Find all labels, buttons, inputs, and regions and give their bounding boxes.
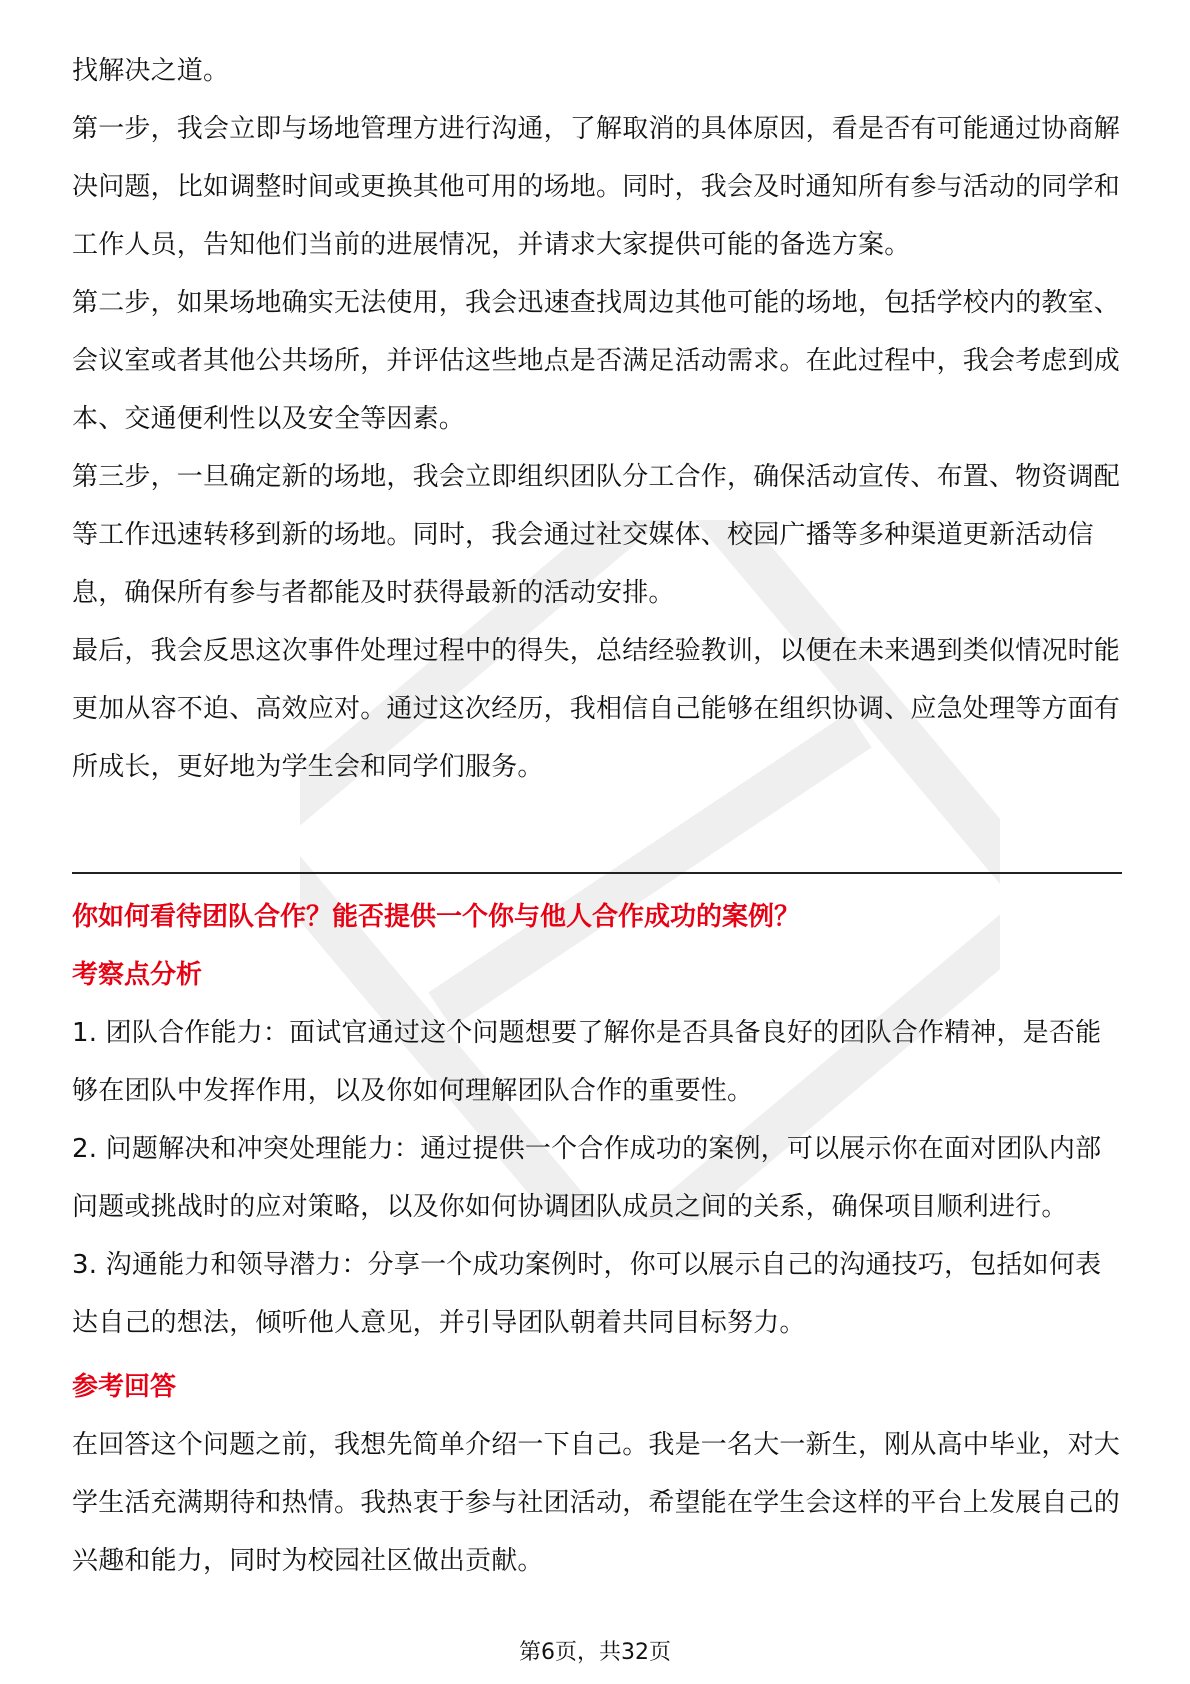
question-section [72,888,1122,1590]
analysis-point-2: 2. 问题解决和冲突处理能力：通过提供一个合作成功的案例，可以展示你在面对团队内部问题或挑战时的应对策略，以及你如何协调团队成员之间的关系，确保项目顺利进行。 [72,1134,1102,1222]
question-title: 你如何看待团队合作？能否提供一个你与他人合作成功的案例？ [72,902,801,932]
paragraph-step-two: 第二步，如果场地确实无法使用，我会迅速查找周边其他可能的场地，包括学校内的教室、会议室或者其他公共场所，并评估这些地点是否满足活动需求。在此过程中，我会考虑到成本、交通便利性以及安全等因素。 [72,288,1121,434]
analysis-heading: 考察点分析 [72,960,203,990]
section-divider [72,872,1122,874]
paragraph-step-one: 第一步，我会立即与场地管理方进行沟通，了解取消的具体原因，看是否有可能通过协商解决问题，比如调整时间或更换其他可用的场地。同时，我会及时通知所有参与活动的同学和工作人员，告知他们当前的进展情况，并请求大家提供可能的备选方案。 [72,114,1121,260]
answer-paragraph-1: 在回答这个问题之前，我想先简单介绍一下自己。我是一名大一新生，刚从高中毕业，对大学生活充满期待和热情。我热衷于参与社团活动，希望能在学生会这样的平台上发展自己的兴趣和能力，同时为校园社区做出贡献。 [72,1430,1121,1576]
answer-heading: 参考回答 [72,1372,177,1402]
analysis-point-1: 1. 团队合作能力：面试官通过这个问题想要了解你是否具备良好的团队合作精神，是否能够在团队中发挥作用，以及你如何理解团队合作的重要性。 [72,1018,1102,1106]
paragraph-step-three: 第三步，一旦确定新的场地，我会立即组织团队分工合作，确保活动宣传、布置、物资调配等工作迅速转移到新的场地。同时，我会通过社交媒体、校园广播等多种渠道更新活动信息，确保所有参与者都能及时获得最新的活动安排。 [72,462,1121,608]
paragraph-final: 最后，我会反思这次事件处理过程中的得失，总结经验教训，以便在未来遇到类似情况时能更加从容不迫、高效应对。通过这次经历，我相信自己能够在组织协调、应急处理等方面有所成长，更好地为学生会和同学们服务。 [72,636,1121,782]
paragraph-intro-tail: 找解决之道。 [72,56,230,86]
page-footer: 第6页，共32页 [519,1640,671,1665]
analysis-point-3: 3. 沟通能力和领导潜力：分享一个成功案例时，你可以展示自己的沟通技巧，包括如何表达自己的想法，倾听他人意见，并引导团队朝着共同目标努力。 [72,1250,1102,1338]
top-text-block [72,42,1122,796]
